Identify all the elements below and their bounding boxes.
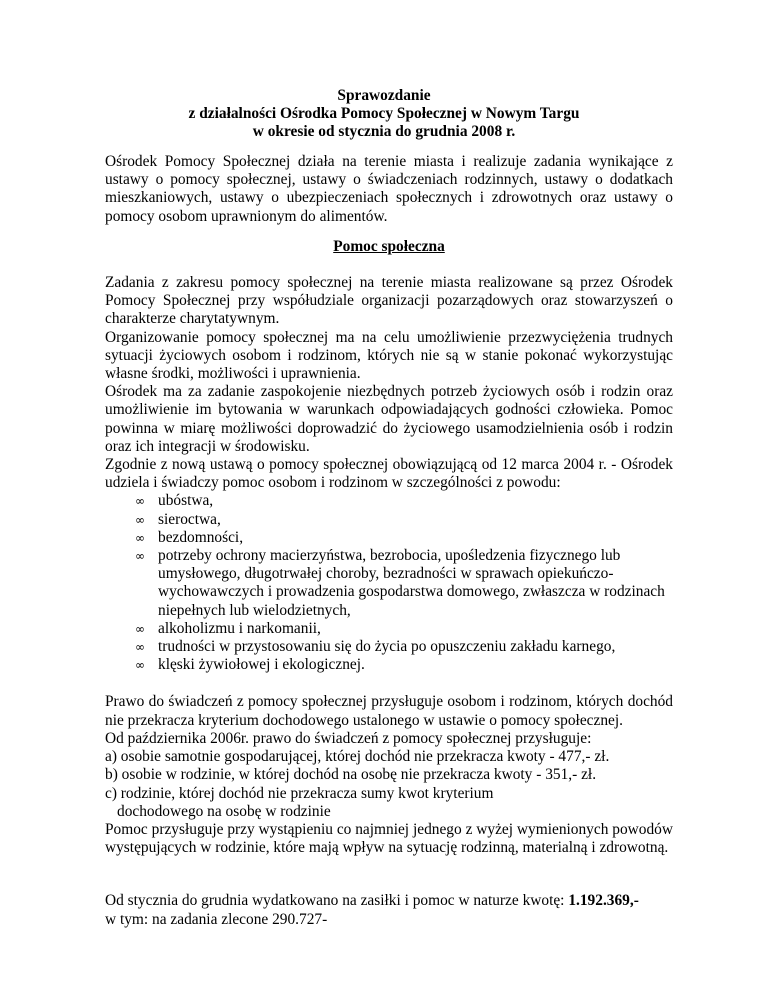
list-item-text: bezdomności, [158,528,244,546]
spending-line [105,892,673,910]
infinity-bullet-icon: ∞ [135,658,145,673]
paragraph-center-role: Ośrodek ma za zadanie zaspokojenie niezbędnych potrzeb życiowych osób i rodzin oraz umożliwienie im bytowania w warunkach odpowiadających godności człowieka. Pomoc powinna w miarę możliwości doprowadzić do życiowego usamodzielnienia osób i rodzin oraz ich integracji w środowisku. [105,383,673,455]
criterion-c-line-2: dochodowego na osobę w rodzinie [117,802,331,820]
document-body [105,153,673,929]
eligibility-paragraph: Pomoc przysługuje przy wystąpieniu co najmniej jednego z wyżej wymienionych powodów występujących w rodzinie, które mają wpływ na sytuację rodzinną, materialną i zdrowotną. [105,820,673,857]
paragraph-organization: Organizowanie pomocy społecznej ma na celu umożliwienie przezwyciężenia trudnych sytuacji życiowych osobom i rodzinom, których nie są w stanie pokonać wykorzystując własne środki, możliwości i uprawnienia. [105,328,673,383]
reasons-list [105,492,673,674]
criterion-b: b) osobie w rodzinie, w której dochód na osobę nie przekracza kwoty - 351,- zł. [105,766,597,784]
section-heading: Pomoc społeczna [333,237,445,255]
infinity-bullet-icon: ∞ [135,530,145,545]
title-line-2: z działalności Ośrodka Pomocy Społecznej w Nowym Targu [188,105,580,122]
list-item [135,528,673,547]
title-line-1: Sprawozdanie [337,87,431,104]
list-item [135,510,673,529]
list-item [135,656,673,674]
paragraph-tasks: Zadania z zakresu pomocy społecznej na terenie miasta realizowane są przez Ośrodek Pomocy Społecznej przy współudziale organizacji pozarządowych oraz stowarzyszeń o charakterze charytatywnym. [105,274,673,328]
list-item-text: alkoholizmu i narkomanii, [158,619,321,637]
october-line: Od października 2006r. prawo do świadczeń z pomocy społecznej przysługuje: [105,729,592,747]
infinity-bullet-icon: ∞ [135,549,145,564]
title-line-3: w okresie od stycznia do grudnia 2008 r. [252,123,516,140]
infinity-bullet-icon: ∞ [135,494,145,509]
list-item-text: sieroctwa, [158,510,221,528]
spending-text: Od stycznia do grudnia wydatkowano na zasiłki i pomoc w naturze kwotę: [105,892,569,910]
list-item [135,638,673,656]
rights-paragraph: Prawo do świadczeń z pomocy społecznej przysługuje osobom i rodzinom, których dochód nie przekracza kryterium dochodowego ustalonego w ustawie o pomocy społecznej. [105,693,673,729]
paragraph-new-law: Zgodnie z nową ustawą o pomocy społecznej obowiązującą od 12 marca 2004 r. - Ośrodek udziela i świadczy pomoc osobom i rodzinom w szczególności z powodu: [105,456,673,492]
list-item-text: ubóstwa, [158,492,214,510]
list-item-text: potrzeby ochrony macierzyństwa, bezrobocia, upośledzenia fizycznego lub umysłowego, długotrwałej choroby, bezradności w sprawach opiekuńczo-wychowawczych i prowadzenia gospodarstwa domowego, zwłaszcza w rodzinach niepełnych lub wielodzietnych, [158,547,665,619]
intro-paragraph: Ośrodek Pomocy Społecznej działa na terenie miasta i realizuje zadania wynikające z ustawy o pomocy społecznej, ustawy o świadczeniach rodzinnych, ustawy o dodatkach mieszkaniowych, ustawy o ubezpieczeniach społecznych i zdrowotnych oraz ustawy o pomocy osobom uprawnionym do alimentów. [105,153,673,225]
infinity-bullet-icon: ∞ [135,640,145,655]
spacer [105,674,673,693]
list-item [135,547,673,620]
spending-line-2: w tym: na zadania zlecone 290.727- [105,910,328,928]
criterion-c-line-1: c) rodzinie, której dochód nie przekracza sumy kwot kryterium [105,784,494,802]
infinity-bullet-icon: ∞ [135,512,145,527]
spending-amount: 1.192.369,- [568,892,639,910]
list-item-text: klęski żywiołowej i ekologicznej. [158,656,365,674]
spacer [105,857,673,892]
infinity-bullet-icon: ∞ [135,621,145,636]
list-item-text: trudności w przystosowaniu się do życia po opuszczeniu zakładu karnego, [158,638,616,656]
list-item [135,492,673,510]
criterion-a: a) osobie samotnie gospodarującej, której dochód nie przekracza kwoty - 477,- zł. [105,748,610,766]
list-item [135,619,673,638]
document-title [0,87,768,141]
